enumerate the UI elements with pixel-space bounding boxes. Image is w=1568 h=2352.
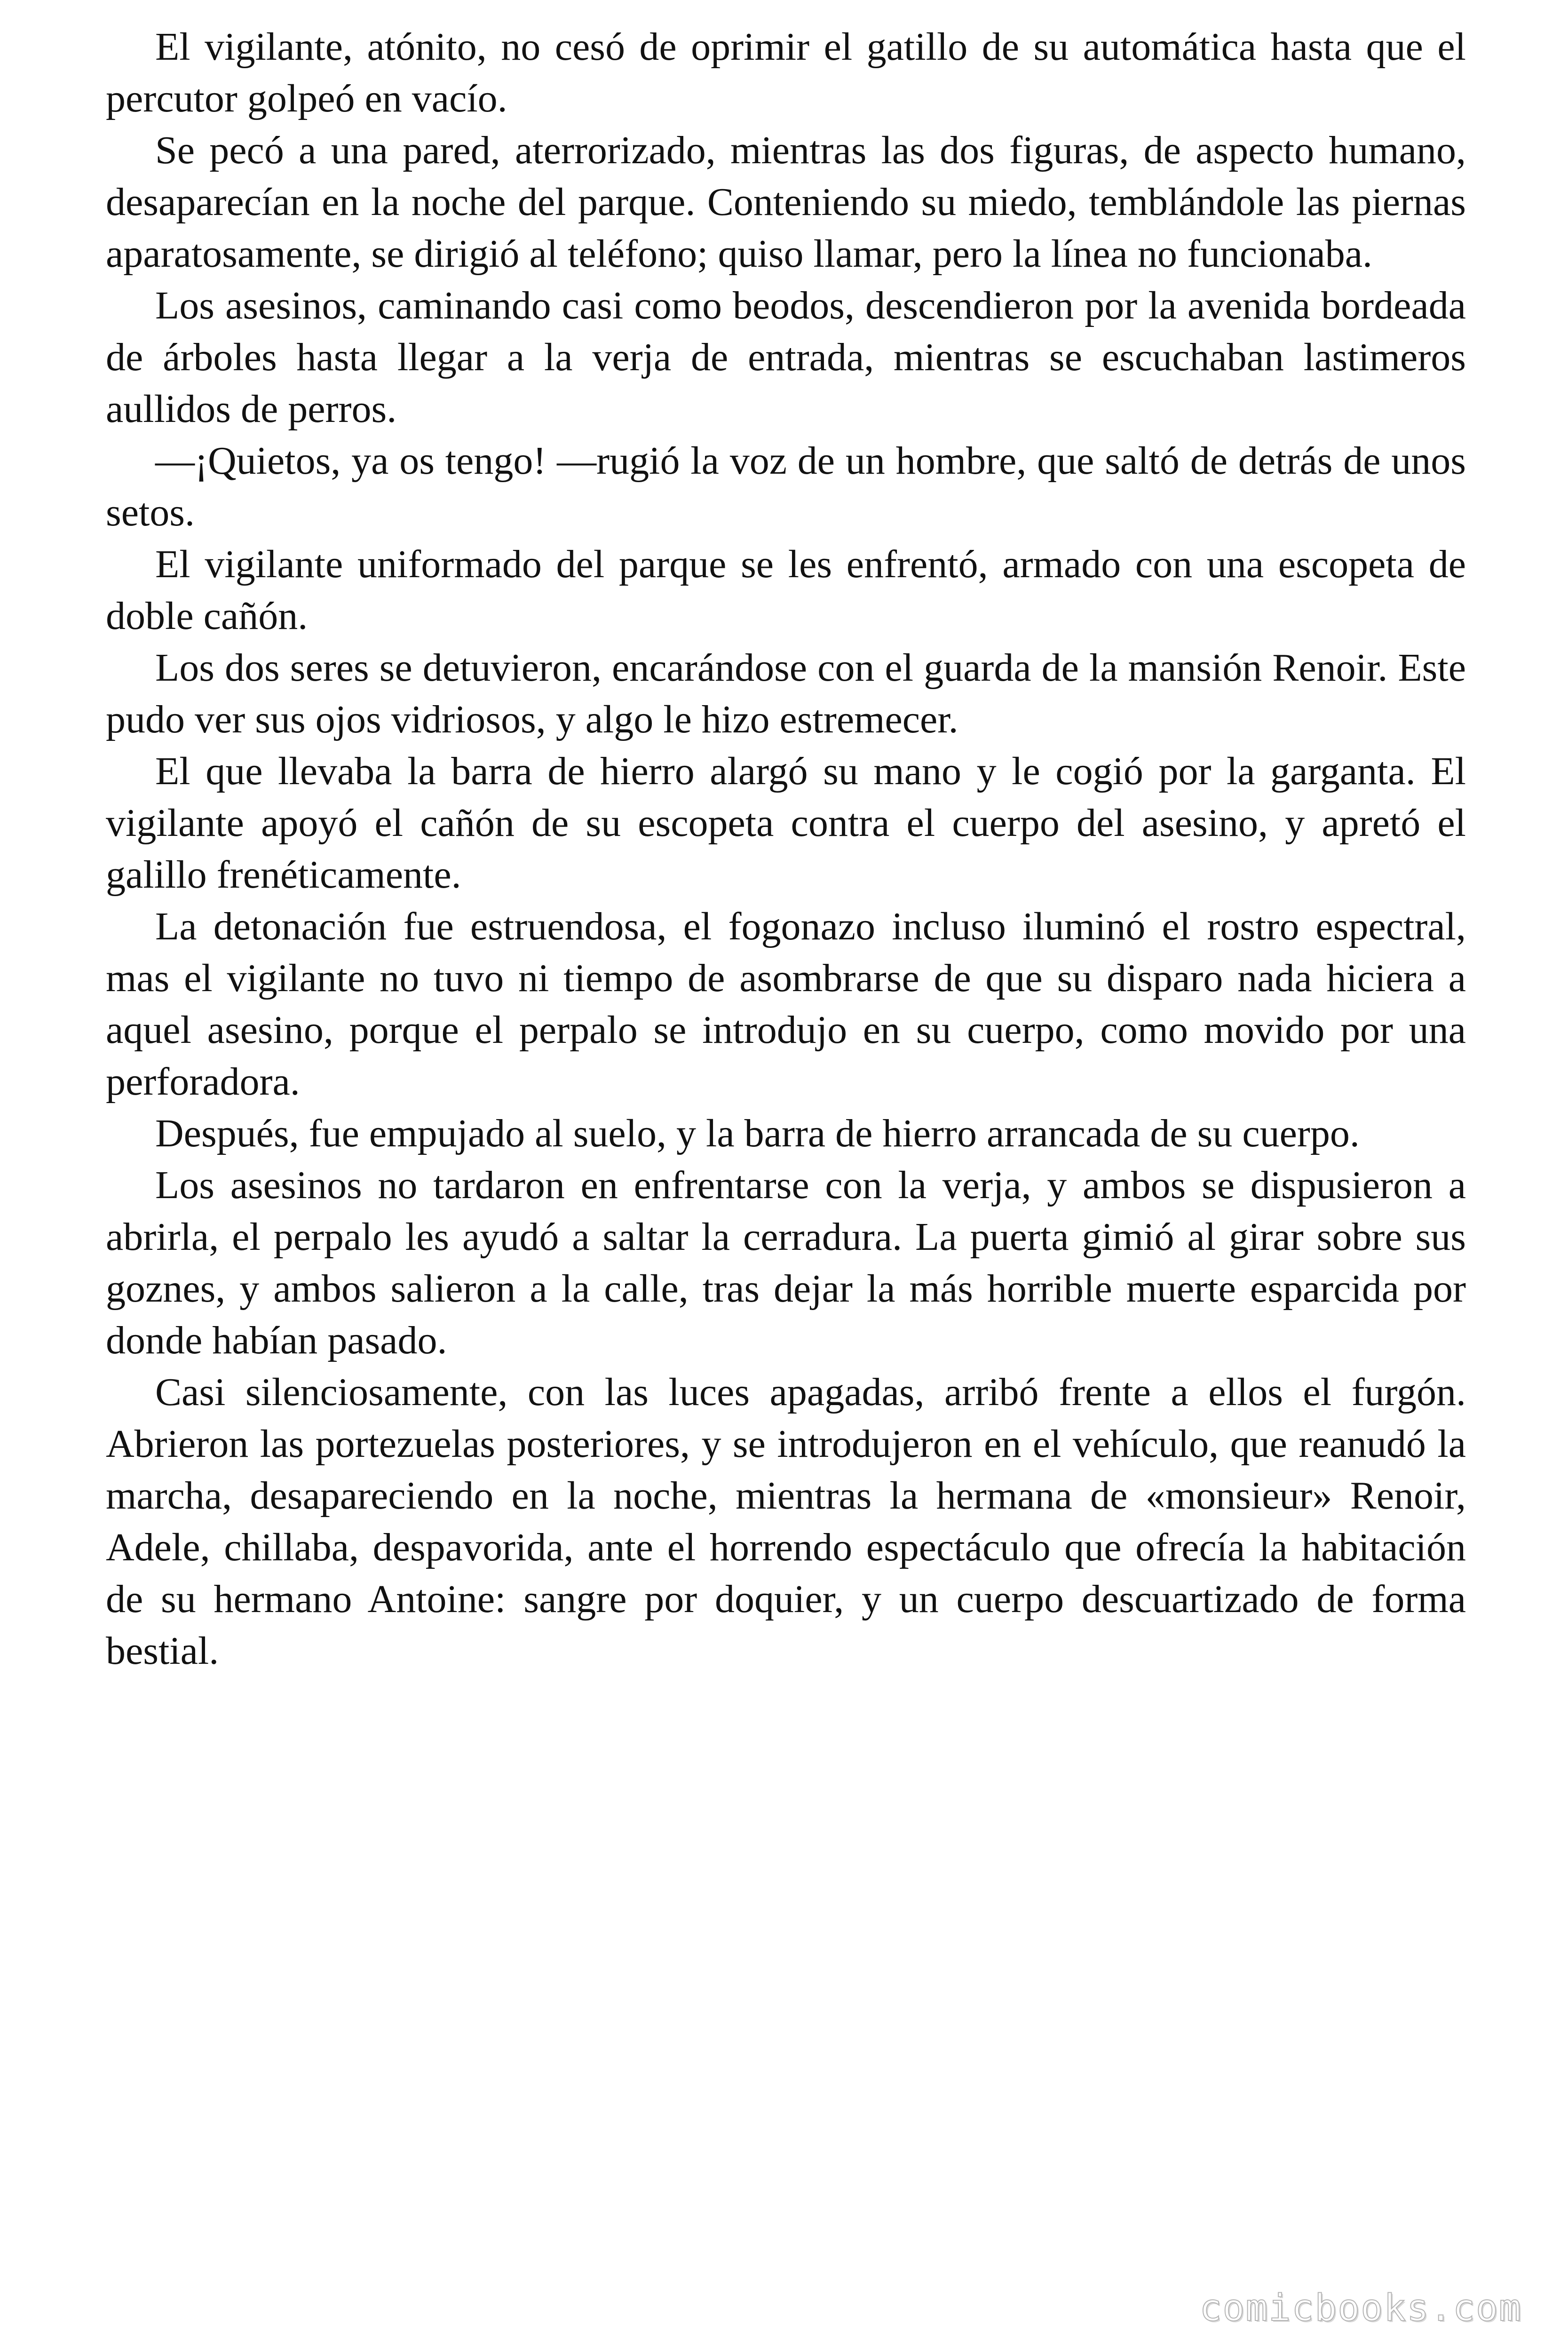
paragraph-11: Casi silenciosamente, con las luces apagadas, arribó frente a ellos el furgón. Abrieron las portezuelas posteriores, y se introdujeron en el vehículo, que reanudó la marcha, desapareciendo en la noche, mientras la hermana de «monsieur» Renoir, Adele, chillaba, despavorida, ante el horrendo espectáculo que ofrecía la habitación de su hermano Antoine: sangre por doquier, y un cuerpo descuartizado de forma bestial. — [106, 1370, 1466, 1673]
paragraph-7: El que llevaba la barra de hierro alargó su mano y le cogió por la garganta. El vigilante apoyó el cañón de su escopeta contra el cuerpo del asesino, y apretó el galillo frenéticamente. — [106, 749, 1466, 897]
paragraph-9: Después, fue empujado al suelo, y la barra de hierro arrancada de su cuerpo. — [155, 1112, 1360, 1155]
paragraph-10: Los asesinos no tardaron en enfrentarse con la verja, y ambos se dispusieron a abrirla, el perpalo les ayudó a saltar la cerradura. La puerta gimió al girar sobre sus goznes, y ambos salieron a la calle, tras dejar la más horrible muerte esparcida por donde habían pasado. — [106, 1163, 1466, 1362]
paragraph-3: Los asesinos, caminando casi como beodos, descendieron por la avenida bordeada de árboles hasta llegar a la verja de entrada, mientras se escuchaban lastimeros aullidos de perros. — [106, 284, 1466, 431]
paragraph-1: El vigilante, atónito, no cesó de oprimir el gatillo de su automática hasta que el percutor golpeó en vacío. — [106, 25, 1466, 120]
page-body — [106, 21, 1466, 1677]
watermark-logo: comicbooks.com — [1199, 2287, 1522, 2329]
paragraph-6: Los dos seres se detuvieron, encarándose con el guarda de la mansión Renoir. Este pudo ver sus ojos vidriosos, y algo le hizo estremecer. — [106, 646, 1466, 741]
paragraph-5: El vigilante uniformado del parque se les enfrentó, armado con una escopeta de doble cañón. — [106, 542, 1466, 638]
paragraph-4: —¡Quietos, ya os tengo! —rugió la voz de un hombre, que saltó de detrás de unos setos. — [106, 439, 1466, 534]
paragraph-8: La detonación fue estruendosa, el fogonazo incluso iluminó el rostro espectral, mas el vigilante no tuvo ni tiempo de asombrarse de que su disparo nada hiciera a aquel asesino, porque el perpalo se introdujo en su cuerpo, como movido por una perforadora. — [106, 905, 1466, 1104]
paragraph-2: Se pecó a una pared, aterrorizado, mientras las dos figuras, de aspecto humano, desaparecían en la noche del parque. Conteniendo su miedo, temblándole las piernas aparatosamente, se dirigió al teléfono; quiso llamar, pero la línea no funcionaba. — [106, 128, 1466, 276]
